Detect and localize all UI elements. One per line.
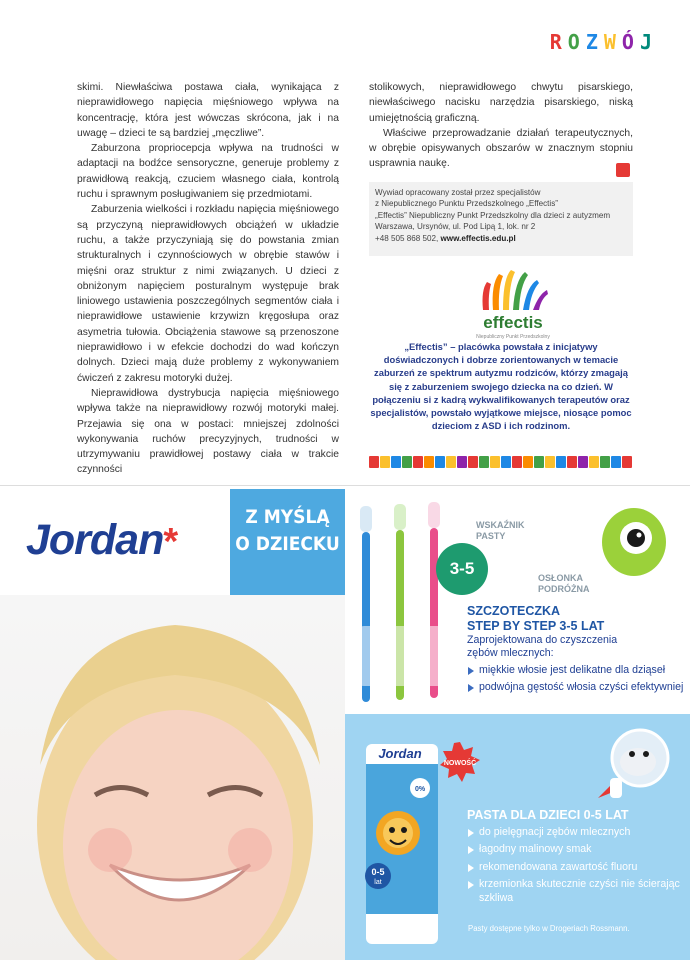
feature-item: do pielęgnacji zębów mlecznych (466, 826, 686, 839)
paragraph: Zaburzenia wielkości i rozkładu napięcia mięśniowego są przyczyną nieprawidłowych obciążeń w układzie ruchu, a także przyczyniają się do powstania zmian strukturalnych i czynnościowych w obrębie stawów i mięśni oraz struktur z nimi związanych. U dzieci z obniżonym napięciem posturalnym występuje brak liniowego ustawienia poszczególnych segmentów ciała i nieprawidłowe ustawienie krzywizn kręgosłupa oraz asymetria tułowia. Obciążenia stawowe są przenoszone nieprawidłowo i w efekcie dochodzi do wad kończyn dolnych. Dzieci mają duże problemy z wykonywaniem ćwiczeń z zakresu motoryki dużej. (77, 204, 339, 384)
product-title (467, 604, 604, 634)
source-info-box (369, 182, 633, 256)
effectis-description: „Effectis” – placówka powstała z inicjatywy doświadczonych i dobrze zorientowanych w temacie zaburzeń ze spektrum autyzmu rodziców, którzy zmagają się z zaburzeniem swojego dziecka na co dzień. W połączeniu si z kadrą wykwalifikowanych terapeutów oraz specjalistów, powstało wyjątkowe miejsce, niosące pomoc dzieciom z ASD i ich rodzinom. (370, 341, 632, 432)
label-line: WSKAŹNIK (476, 520, 525, 530)
lego-brick (490, 456, 500, 468)
feature-item: łagodny malinowy smak (466, 843, 686, 856)
product-description (467, 634, 617, 661)
brand-star: * (163, 521, 178, 563)
lego-brick (468, 456, 478, 468)
paragraph: Nieprawidłowa dystrybucja napięcia mięśniowego wpływa także na nieprawidłowy rozwój motoryki małej. Przejawia się ona w postaci: mniejszej zdolności wykonywania ruchów precyzyjnych, trudności w utrzymywaniu prawidłowej postawy ciała w trakcie czynności (77, 387, 339, 476)
effectis-subtitle: Niepubliczny Punkt Przedszkolny (476, 334, 550, 340)
product-features (466, 826, 686, 909)
smiling-child-photo (0, 595, 345, 960)
astronaut-hippo-image (590, 718, 685, 808)
brand-name: Jordan (26, 516, 164, 564)
lego-brick (622, 456, 632, 468)
label-line: PASTY (476, 531, 506, 541)
lego-brick (413, 456, 423, 468)
logo-letter: O (567, 30, 584, 54)
paragraph: Zaburzona propriocepcja wpływa na trudności w adaptacji na bodźce sensoryczne, generuje problemy z prawidłową reakcją, czuciem własnego ciała, kontrolą ruchu i sprawnym posługiwaniem się przedmiotami. (77, 143, 339, 201)
feature-item: miękkie włosie jest delikatne dla dziąseł (466, 664, 686, 677)
info-line: Wywiad opracowany został przez specjalistów (375, 188, 541, 197)
website-link[interactable]: www.effectis.edu.pl (440, 233, 516, 243)
new-badge-label: NOWOŚĆ (443, 760, 477, 767)
toothpaste-tube-image (362, 738, 442, 948)
lego-brick (501, 456, 511, 468)
article-column-left (77, 80, 339, 478)
desc-line: Zaprojektowana do czyszczenia (467, 634, 618, 646)
effectis-name: effectis (483, 313, 543, 332)
lego-brick (446, 456, 456, 468)
tube-age-unit: lat (374, 879, 382, 886)
logo-letter: W (603, 30, 620, 54)
logo-letter: Ó (621, 30, 638, 54)
new-badge (440, 742, 480, 782)
hands-icon (483, 270, 549, 310)
lego-brick (402, 456, 412, 468)
feature-item: krzemionka skutecznie czyści nie ścierając szkliwa (466, 878, 686, 905)
toothbrushes-image (350, 496, 460, 711)
effectis-logo (453, 264, 573, 344)
info-contact (375, 233, 633, 244)
end-of-article-mark (616, 163, 630, 177)
ad-divider (0, 485, 690, 486)
lego-brick (589, 456, 599, 468)
footnote: Pasty dostępne tylko w Drogeriach Rossmann. (468, 924, 630, 933)
travel-cover-image (598, 500, 670, 580)
tube-fluoride: 0% (414, 786, 426, 793)
section-logo (550, 30, 656, 54)
lego-brick (391, 456, 401, 468)
lego-brick (534, 456, 544, 468)
tagline (230, 504, 345, 558)
tube-age: 0-5 (371, 867, 385, 877)
title-line: SZCZOTECZKA (467, 604, 561, 618)
tagline-line: O DZIECKU (235, 533, 340, 555)
paragraph: stolikowych, nieprawidłowego chwytu pisarskiego, niewłaściwego nacisku narzędzia pisarskiego, niską umiejętnością graficzną. (369, 82, 633, 124)
logo-letter: J (639, 30, 656, 54)
lego-brick (567, 456, 577, 468)
feature-item: podwójna gęstość włosia czyści efektywniej (466, 681, 686, 694)
lego-brick (556, 456, 566, 468)
lego-brick (600, 456, 610, 468)
lego-brick (380, 456, 390, 468)
tube-brand: Jordan (378, 746, 422, 761)
paragraph: skimi. Niewłaściwa postawa ciała, wynikająca z nieprawidłowego napięcia mięśniowego wpływa na koncentrację, która jest wówczas skrócona, jak i na uwagę – dzieci te są bardziej „męczliwe”. (77, 82, 339, 139)
info-line: z Niepublicznego Punktu Przedszkolnego „Effectis” (375, 199, 558, 209)
lego-brick (545, 456, 555, 468)
paragraph: Właściwe przeprowadzanie działań terapeutycznych, w obrębie opisywanych obszarów w znacznym stopniu usprawnia naukę. (369, 127, 633, 170)
lego-brick (523, 456, 533, 468)
age-badge: 3-5 (436, 543, 488, 595)
lego-brick (457, 456, 467, 468)
phone: +48 505 868 502, (375, 233, 441, 243)
feature-item: rekomendowana zawartość fluoru (466, 861, 686, 874)
article-column-right (369, 80, 633, 172)
info-line: „Effectis” Niepubliczny Punkt Przedszkolny dla dzieci z autyzmem (375, 210, 611, 220)
jordan-logo (26, 516, 177, 565)
lego-brick (369, 456, 379, 468)
lego-brick (512, 456, 522, 468)
lego-bricks-bar (369, 456, 633, 468)
label-line: PODRÓŻNA (538, 584, 590, 594)
lego-brick (424, 456, 434, 468)
cover-label (538, 573, 590, 595)
product-features (466, 664, 686, 699)
lego-brick (611, 456, 621, 468)
lego-brick (578, 456, 588, 468)
logo-letter: R (549, 30, 566, 54)
indicator-label (476, 520, 525, 542)
lego-brick (435, 456, 445, 468)
logo-letter: Z (585, 30, 602, 54)
lego-brick (479, 456, 489, 468)
label-line: OSŁONKA (538, 573, 583, 583)
title-line: STEP BY STEP 3-5 LAT (467, 619, 605, 633)
tagline-line: Z MYŚLĄ (245, 506, 330, 528)
info-line: Warszawa, Ursynów, ul. Pod Lipą 1, lok. nr 2 (375, 222, 536, 232)
product-title: PASTA DLA DZIECI 0-5 LAT (467, 808, 629, 822)
desc-line: zębów mlecznych: (467, 647, 554, 660)
